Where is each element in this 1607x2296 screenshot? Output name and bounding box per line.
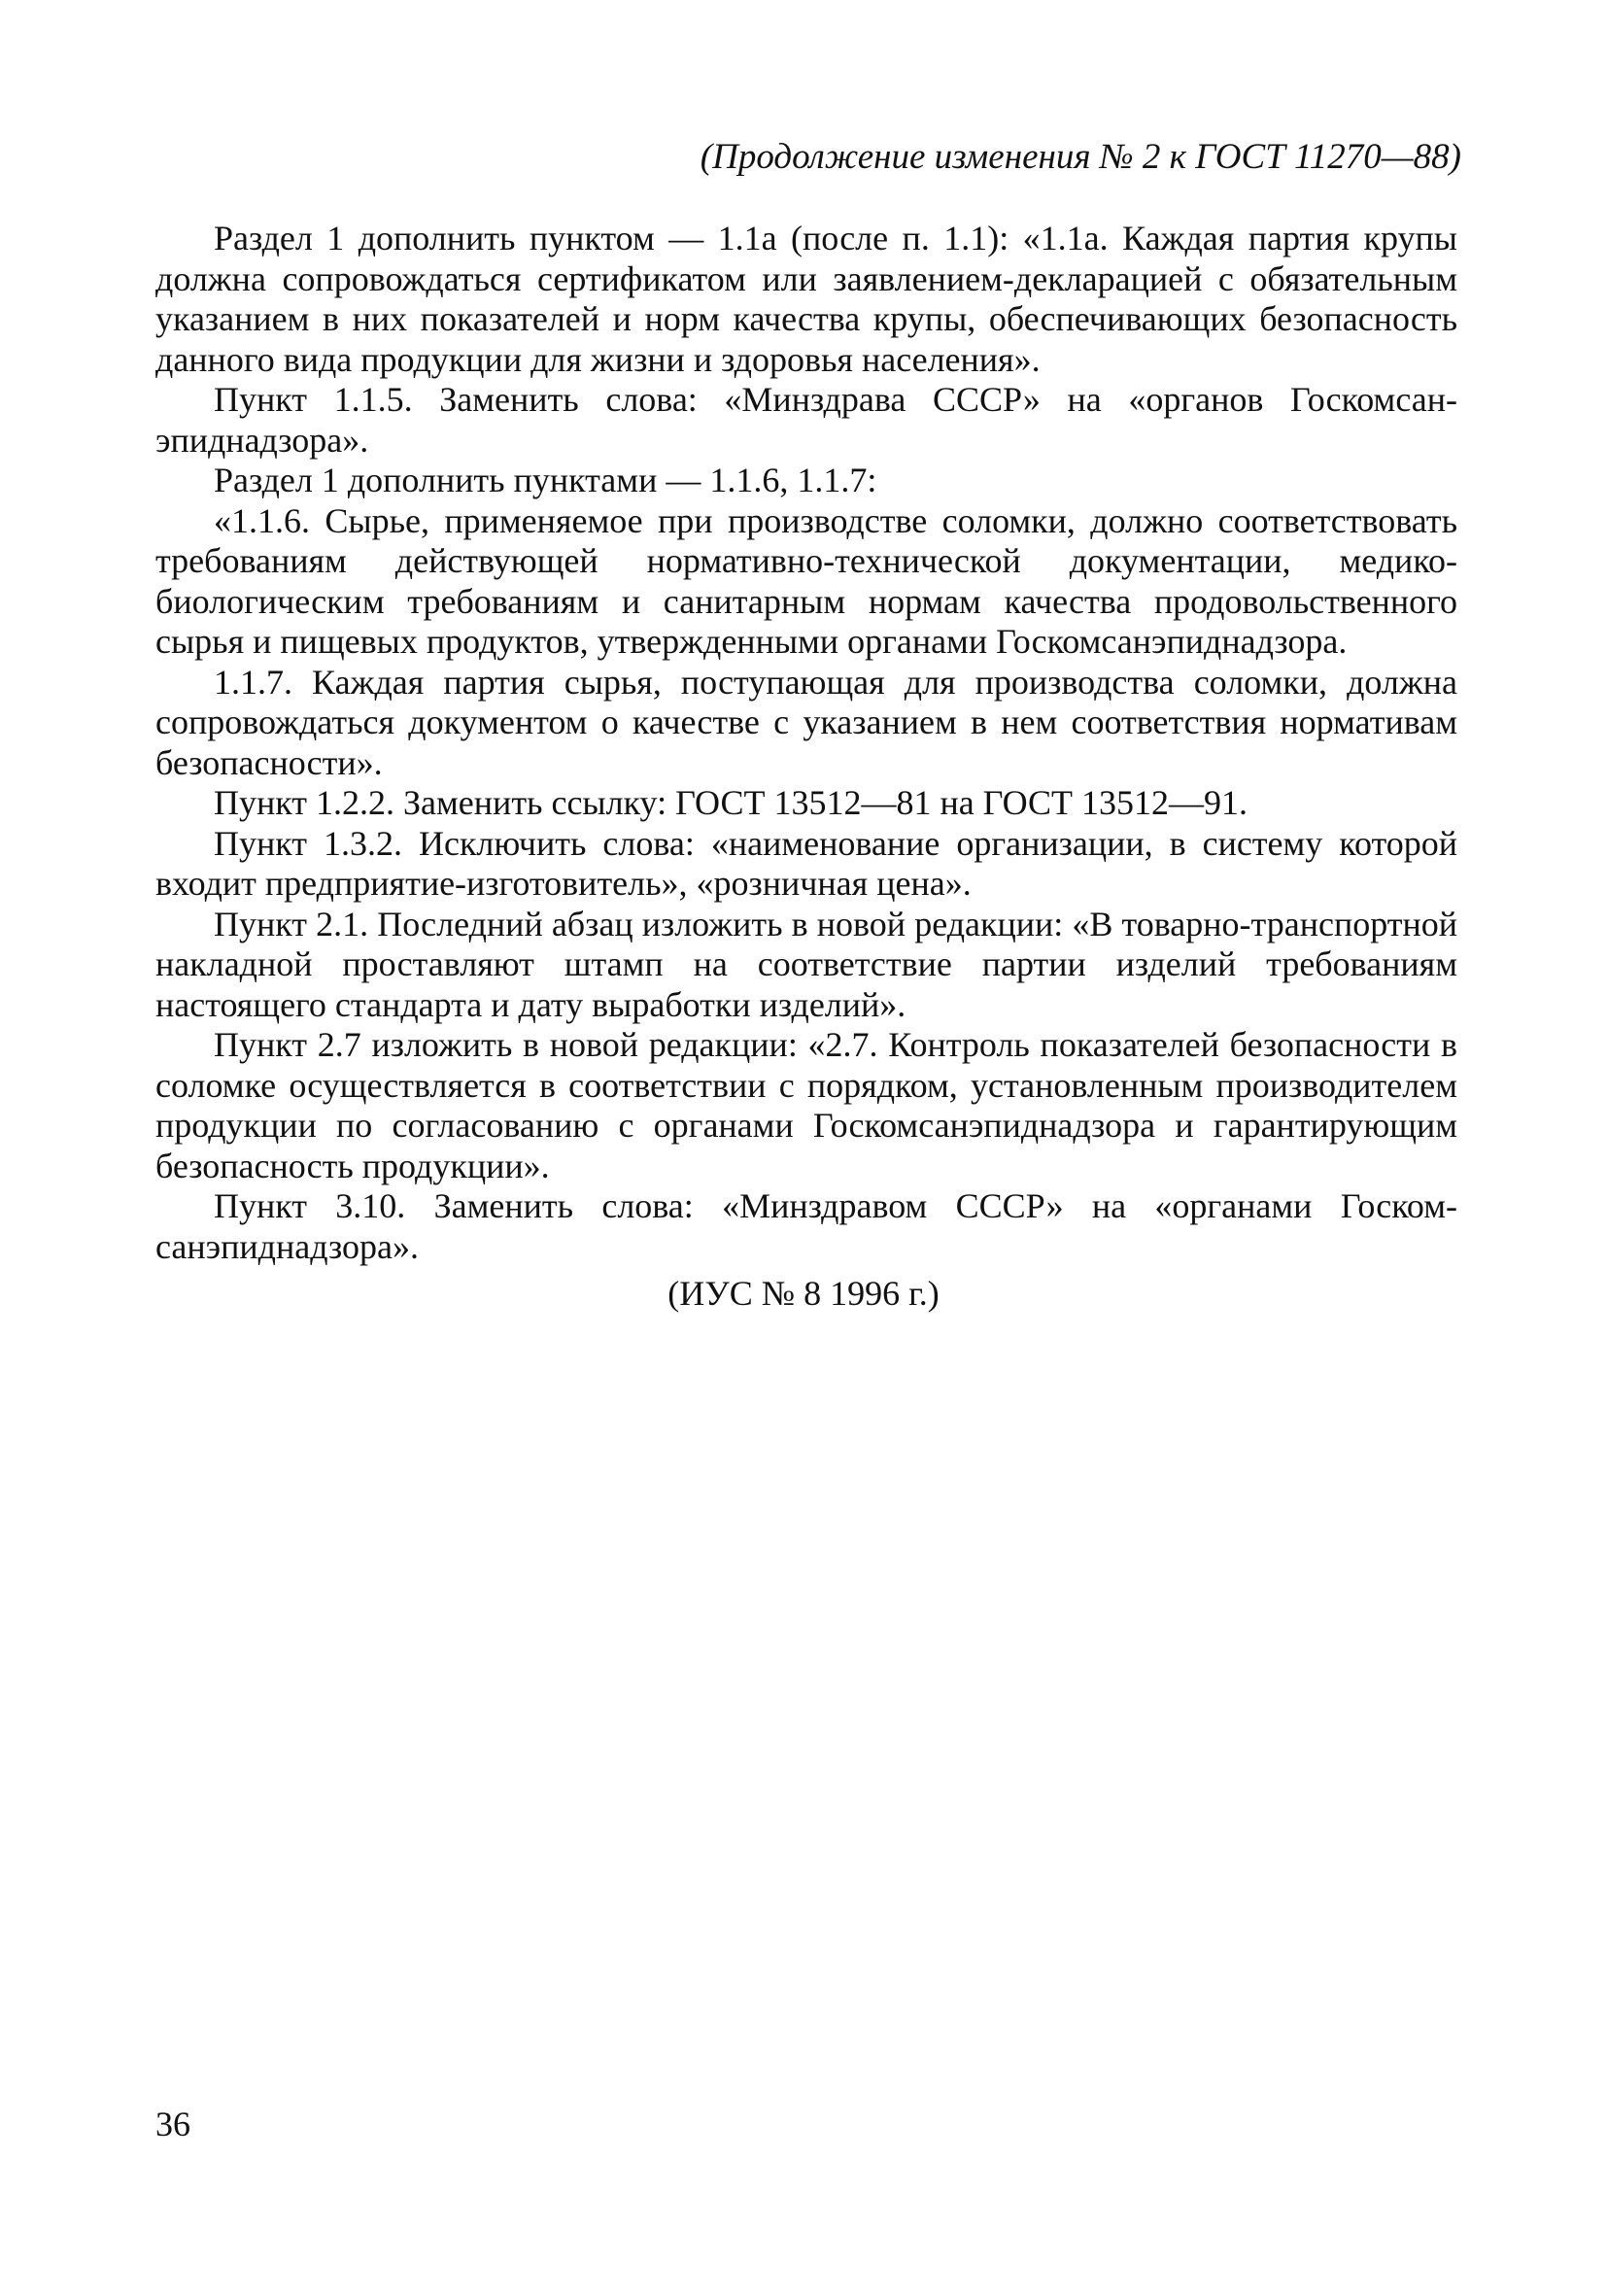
source-reference: (ИУС № 8 1996 г.)	[667, 1274, 940, 1313]
paragraph: Пункт 2.7 изложить в новой редакции: «2.7. Контроль показателей безопасности в соломке осуществляется в соответствии с порядком, установленным производителем продукции по согласованию с органами Госкомсанэпиднадзора и гарантирующим безопасность продукции».	[155, 1025, 1457, 1185]
page-number: 36	[155, 2105, 190, 2143]
paragraph: Пункт 1.3.2. Исключить слова: «наименование организации, в систему которой входит предприятие-изготовитель», «розничная цена».	[155, 823, 1457, 903]
paragraph: Раздел 1 дополнить пунктами — 1.1.6, 1.1.7:	[214, 461, 877, 499]
document-header: (Продолжение изменения № 2 к ГОСТ 11270—88)	[700, 137, 1461, 177]
paragraph: Пункт 1.2.2. Заменить ссылку: ГОСТ 13512—81 на ГОСТ 13512—91.	[214, 783, 1248, 822]
paragraph: Пункт 1.1.5. Заменить слова: «Минздрава СССР» на «органов Госкомсанэпиднадзора».	[155, 380, 1457, 460]
document-body	[155, 219, 1457, 1267]
paragraph: Раздел 1 дополнить пунктом — 1.1а (после п. 1.1): «1.1а. Каждая партия крупы должна сопровождаться сертификатом или заявлением-декларацией с обязательным указанием в них показателей и норм качества крупы, обеспечивающих безопасность данного вида продукции для жизни и здоровья населения».	[155, 219, 1457, 379]
paragraph: Пункт 2.1. Последний абзац изложить в новой редакции: «В товарно-транспортной накладной проставляют штамп на соответствие партии изделий требованиям настоящего стандарта и дату выработки изделий».	[155, 904, 1457, 1024]
paragraph: «1.1.6. Сырье, применяемое при производстве соломки, должно соответствовать требованиям действующей нормативно-технической документации, медикобиологическим требованиям и санитарным нормам качества продовольственного сырья и пищевых продуктов, утвержденными органами Госкомсанэпиднадзора.	[155, 500, 1457, 661]
paragraph: 1.1.7. Каждая партия сырья, поступающая для производства соломки, должна сопровождаться документом о качестве с указанием в нем соответствия нормативам безопасности».	[155, 662, 1457, 782]
paragraph: Пункт 3.10. Заменить слова: «Минздравом СССР» на «органами Госкомсанэпиднадзора».	[155, 1186, 1457, 1266]
